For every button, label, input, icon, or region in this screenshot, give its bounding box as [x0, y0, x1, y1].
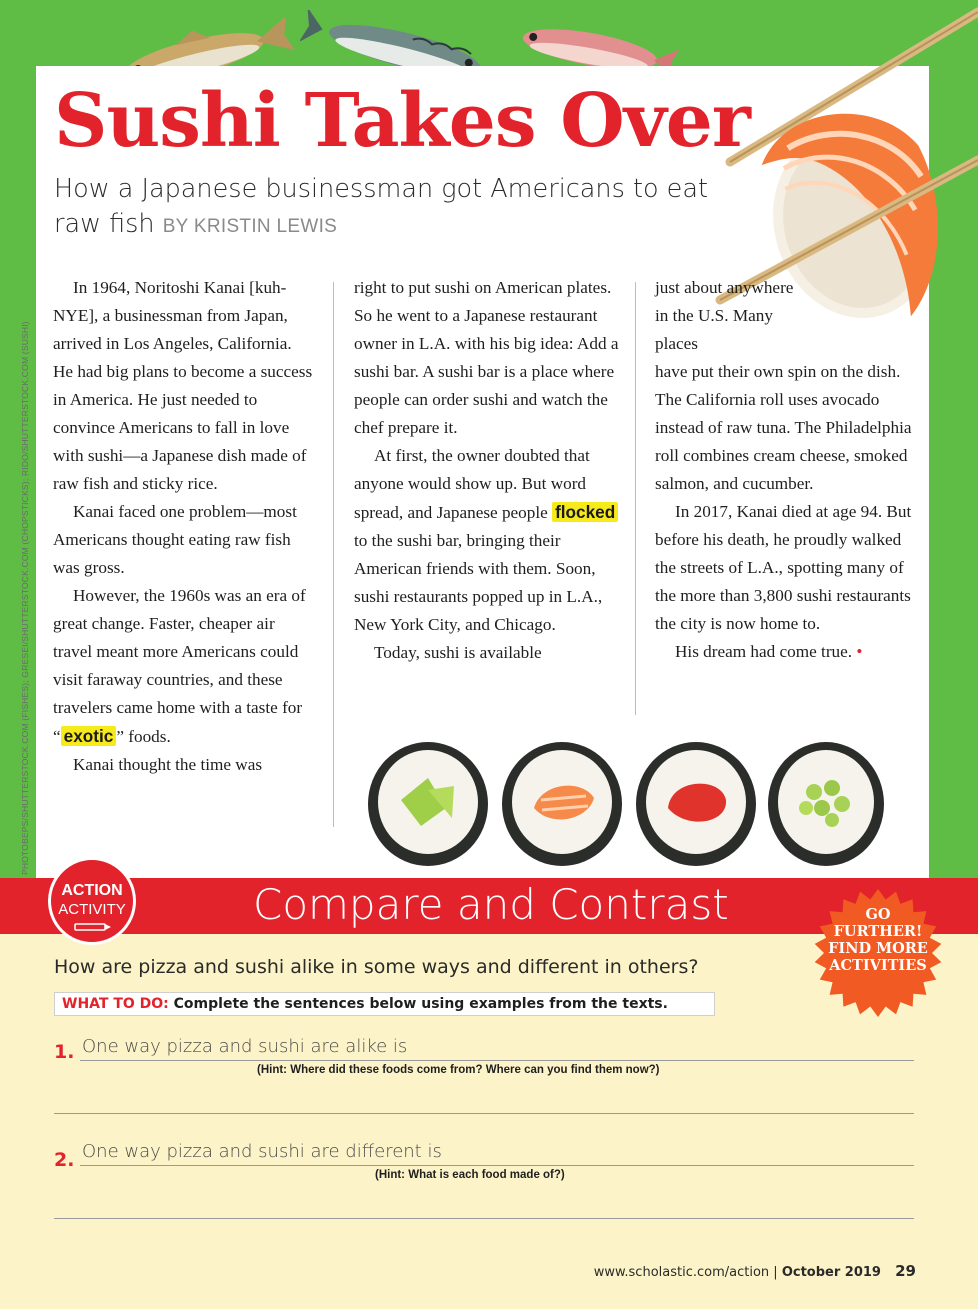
- footer-separator: |: [773, 1265, 778, 1280]
- paragraph: [354, 442, 620, 639]
- footer-url: www.scholastic.com/action: [593, 1265, 770, 1280]
- byline: BY KRISTIN LEWIS: [162, 216, 338, 237]
- page-number: 29: [895, 1262, 916, 1280]
- answer-line[interactable]: [54, 1113, 914, 1114]
- paragraph: Kanai thought the time was: [73, 755, 263, 774]
- action-activity-badge: [48, 857, 136, 945]
- paragraph: In 2017, Kanai died at age 94. But before his death, he proudly walked the streets of L.A., spotting many of the more than 3,800 sushi restaurants the city is now home to.: [655, 502, 912, 633]
- sushi-roll-cucumber: [768, 742, 884, 866]
- what-to-do-text: Complete the sentences below using examples from the texts.: [173, 996, 668, 1012]
- go-further-line: GO: [865, 906, 891, 923]
- footer-issue: October 2019: [781, 1265, 881, 1280]
- text: At first, the owner doubted that anyone would show up. But word spread, and Japanese people: [354, 446, 590, 522]
- article-column-2: [354, 274, 620, 667]
- text: His dream had come true.: [675, 642, 853, 661]
- paragraph: In 1964, Noritoshi Kanai [kuh-NYE], a businessman from Japan, arrived in Los Angeles, California. He had big plans to become a success in America. He just needed to convince Americans to fall in love with sushi—a Japanese dish made of raw fish and sticky rice.: [53, 278, 313, 493]
- answer-line[interactable]: [54, 1218, 914, 1219]
- answer-line[interactable]: [80, 1060, 914, 1061]
- paragraph: have put their own spin on the dish. The California roll uses avocado instead of raw tuna. The Philadelphia roll combines cream cheese, smoked salmon, and cucumber.: [655, 362, 912, 493]
- what-to-do-label: WHAT TO DO:: [62, 996, 169, 1012]
- paragraph: just about anywhere in the U.S. Many places: [655, 278, 794, 353]
- text: However, the 1960s was an era of great change. Faster, cheaper air travel meant more Americans could visit faraway countries, and these travelers came home with a taste for “: [53, 586, 306, 746]
- pencil-icon: [73, 922, 113, 932]
- activity-title: Compare and Contrast: [253, 880, 729, 929]
- article-dek: [54, 172, 754, 244]
- sushi-rolls-image: [366, 738, 886, 868]
- badge-line-1: ACTION: [61, 882, 123, 899]
- item-number: 1.: [54, 1041, 75, 1063]
- end-mark: •: [856, 642, 863, 661]
- text: to the sushi bar, bringing their American friends with them. Soon, sushi restaurants popped up in L.A., New York City, and Chicago.: [354, 531, 603, 634]
- item-prompt: One way pizza and sushi are different is: [82, 1141, 442, 1162]
- item-hint: (Hint: Where did these foods come from? Where can you find them now?): [257, 1064, 660, 1076]
- paragraph: [655, 638, 923, 666]
- vocab-word-exotic: exotic: [61, 726, 117, 746]
- sushi-roll-tuna: [636, 742, 756, 866]
- activity-question: How are pizza and sushi alike in some ways and different in others?: [54, 956, 699, 978]
- item-hint: (Hint: What is each food made of?): [375, 1169, 565, 1181]
- go-further-line: FURTHER!: [833, 923, 923, 940]
- article-title: Sushi Takes Over: [54, 78, 750, 164]
- column-divider: [635, 282, 636, 715]
- photo-credit: PHOTOBEPS/SHUTTERSTOCK.COM (FISHES); GRESEI/SHUTTERSTOCK.COM (CHOPSTICKS); RIDO/SHUTTERSTOCK.COM (SUSHI): [20, 321, 30, 875]
- badge-line-2: ACTIVITY: [58, 901, 126, 918]
- article-column-1: [53, 274, 313, 779]
- item-prompt: One way pizza and sushi are alike is: [82, 1036, 408, 1057]
- vocab-word-flocked: flocked: [552, 502, 618, 522]
- column-divider: [333, 282, 334, 827]
- paragraph: Today, sushi is available: [374, 643, 542, 662]
- answer-line[interactable]: [80, 1165, 914, 1166]
- text: ” foods.: [116, 727, 171, 746]
- sushi-roll-salmon: [502, 742, 622, 866]
- go-further-text[interactable]: [812, 906, 944, 974]
- dek-text: How a Japanese businessman got Americans to eat raw fish: [54, 174, 708, 239]
- paragraph: [53, 582, 313, 751]
- article-column-3: [655, 274, 923, 666]
- go-further-line: ACTIVITIES: [829, 957, 927, 974]
- page-footer: [594, 1262, 916, 1280]
- sushi-roll-avocado: [368, 742, 488, 866]
- what-to-do-box: [54, 992, 715, 1016]
- go-further-line: FIND MORE: [828, 940, 928, 957]
- paragraph: right to put sushi on American plates. So he went to a Japanese restaurant owner in L.A. with his big idea: Add a sushi bar. A sushi bar is a place where people can order sushi and watch the chef prepare it.: [354, 278, 619, 437]
- paragraph: Kanai faced one problem—most Americans thought eating raw fish was gross.: [53, 502, 297, 577]
- item-number: 2.: [54, 1149, 75, 1171]
